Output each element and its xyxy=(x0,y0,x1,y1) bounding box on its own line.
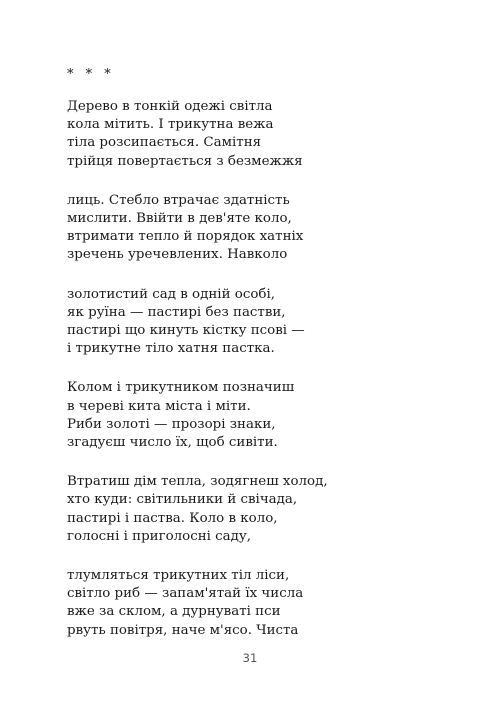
poem-line: зречень уречевлених. Навколо xyxy=(67,247,288,263)
stanza-5 xyxy=(67,473,477,546)
stanza-4 xyxy=(67,379,477,452)
poem-line: тлумляться трикутних тіл ліси, xyxy=(67,568,290,584)
stanza-2 xyxy=(67,192,477,265)
poem-body xyxy=(67,98,477,661)
poem-line: світло риб — запам'ятай їх числа xyxy=(67,586,304,602)
poem-line: лиць. Стебло втрачає здатність xyxy=(67,192,290,208)
poem-line: мислити. Ввійти в дев'яте коло, xyxy=(67,211,292,227)
poem-line: вже за склом, а дурнуваті пси xyxy=(67,604,281,620)
poem-line: в череві кита міста і міти. xyxy=(67,398,251,414)
stanza-6 xyxy=(67,567,477,640)
poem-line: пастирі що кинуть кістку псові — xyxy=(67,323,305,339)
poem-line: пастирі і паства. Коло в коло, xyxy=(67,510,278,526)
poem-line: золотистий сад в одній особі, xyxy=(67,286,275,302)
poem-line: кола мітить. І трикутна вежа xyxy=(67,117,274,133)
poem-line: рвуть повітря, наче м'ясо. Чиста xyxy=(67,622,299,638)
section-ornament: * * * xyxy=(67,67,115,82)
stanza-1 xyxy=(67,98,477,171)
poem-line: Втратиш дім тепла, зодягнеш холод, xyxy=(67,474,328,490)
poem-line: Дерево в тонкій одежі світла xyxy=(67,99,273,114)
poem-line: Риби золоті — прозорі знаки, xyxy=(67,416,276,432)
poem-line: згадуєш число їх, щоб сивіти. xyxy=(67,435,278,451)
poem-line: трійця повертається з безмежжя xyxy=(67,153,303,169)
poem-line: втримати тепло й порядок хатніх xyxy=(67,229,304,245)
page-number: 31 xyxy=(242,651,258,665)
poem-line: тіла розсипається. Самітня xyxy=(67,135,262,151)
stanza-3 xyxy=(67,286,477,359)
poem-line: Колом і трикутником позначиш xyxy=(67,380,295,396)
poem-line: хто куди: світильники й свічада, xyxy=(67,492,298,508)
poem-line: як руїна — пастирі без пастви, xyxy=(67,304,286,320)
poem-line: і трикутне тіло хатня пастка. xyxy=(67,341,275,357)
poem-line: голосні і приголосні саду, xyxy=(67,528,252,544)
